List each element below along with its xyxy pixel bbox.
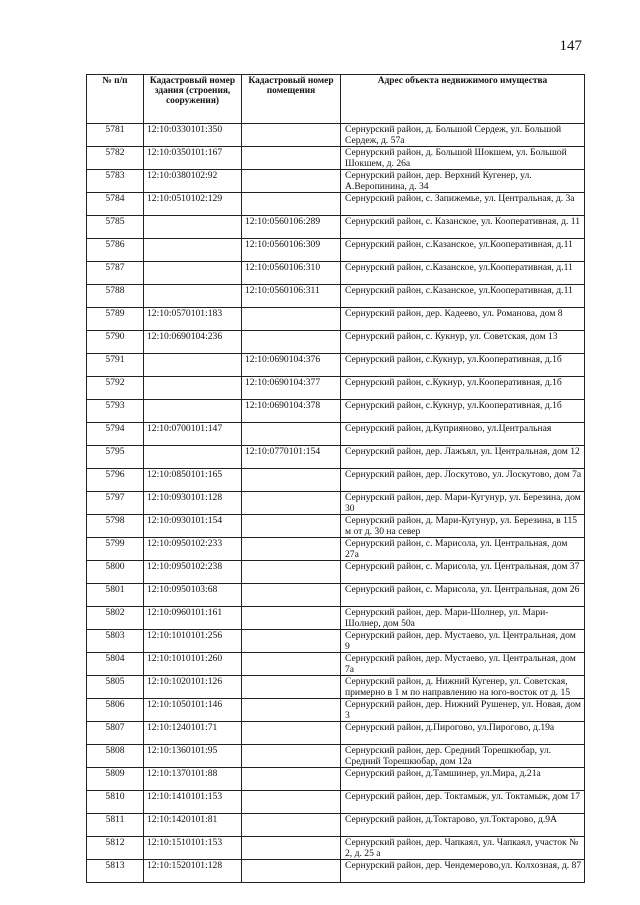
cell-address: Сернурский район, с. Запижемье, ул. Центральная, д. 3а xyxy=(341,193,585,216)
table-row xyxy=(87,193,585,216)
cell-num: 5806 xyxy=(87,699,144,722)
table-header-row xyxy=(87,75,585,124)
table-row xyxy=(87,837,585,860)
table-row xyxy=(87,423,585,446)
cell-building-cadastral: 12:10:1010101:260 xyxy=(144,653,242,676)
header-address: Адрес объекта недвижимого имущества xyxy=(341,75,585,124)
page-number: 147 xyxy=(559,38,582,54)
cell-address: Сернурский район, дер. Кадеево, ул. Романова, дом 8 xyxy=(341,308,585,331)
cell-address: Сернурский район, д.Куприяново, ул.Центральная xyxy=(341,423,585,446)
table-row xyxy=(87,722,585,745)
cell-address: Сернурский район, с. Кукнур, ул. Советская, дом 13 xyxy=(341,331,585,354)
cell-building-cadastral: 12:10:0950102:238 xyxy=(144,561,242,584)
table-row xyxy=(87,653,585,676)
cell-num: 5799 xyxy=(87,538,144,561)
table-body xyxy=(87,124,585,883)
cell-room-cadastral xyxy=(242,768,341,791)
cell-room-cadastral xyxy=(242,676,341,699)
cell-building-cadastral: 12:10:0330101:350 xyxy=(144,124,242,147)
cell-num: 5791 xyxy=(87,354,144,377)
table-row xyxy=(87,630,585,653)
cell-room-cadastral: 12:10:0560106:309 xyxy=(242,239,341,262)
cell-room-cadastral: 12:10:0560106:310 xyxy=(242,262,341,285)
cell-address: Сернурский район, дер. Мустаево, ул. Центральная, дом 9 xyxy=(341,630,585,653)
table-row xyxy=(87,285,585,308)
cell-address: Сернурский район, с. Марисола, ул. Центральная, дом 26 xyxy=(341,584,585,607)
cell-address: Сернурский район, дер. Лажъял, ул. Центральная, дом 12 xyxy=(341,446,585,469)
cell-building-cadastral: 12:10:1410101:153 xyxy=(144,791,242,814)
cell-room-cadastral xyxy=(242,469,341,492)
cell-room-cadastral xyxy=(242,630,341,653)
cell-num: 5812 xyxy=(87,837,144,860)
table-row xyxy=(87,676,585,699)
cell-building-cadastral xyxy=(144,446,242,469)
cell-num: 5785 xyxy=(87,216,144,239)
table-row xyxy=(87,814,585,837)
cell-address: Сернурский район, с.Казанское, ул.Кооперативная, д.11 xyxy=(341,239,585,262)
cell-room-cadastral xyxy=(242,837,341,860)
header-building-cadastral: Кадастровый номер здания (строения, сооружения) xyxy=(144,75,242,124)
cell-num: 5805 xyxy=(87,676,144,699)
cell-address: Сернурский район, дер. Лоскутово, ул. Лоскутово, дом 7а xyxy=(341,469,585,492)
cell-address: Сернурский район, с.Кукнур, ул.Кооперативная, д.1б xyxy=(341,400,585,423)
cell-address: Сернурский район, с. Марисола, ул. Центральная, дом 37 xyxy=(341,561,585,584)
cell-address: Сернурский район, дер. Токтамыж, ул. Токтамыж, дом 17 xyxy=(341,791,585,814)
cell-num: 5810 xyxy=(87,791,144,814)
table-row xyxy=(87,170,585,193)
cell-address: Сернурский район, д.Токтарово, ул.Токтарово, д.9А xyxy=(341,814,585,837)
cell-num: 5783 xyxy=(87,170,144,193)
cell-num: 5794 xyxy=(87,423,144,446)
cell-address: Сернурский район, дер. Нижний Рушенер, ул. Новая, дом 3 xyxy=(341,699,585,722)
cell-room-cadastral xyxy=(242,791,341,814)
cell-room-cadastral xyxy=(242,147,341,170)
cell-building-cadastral xyxy=(144,285,242,308)
cell-building-cadastral: 12:10:1050101:146 xyxy=(144,699,242,722)
cell-address: Сернурский район, дер. Верхний Кугенер, ул. А.Веропинина, д. 34 xyxy=(341,170,585,193)
cell-num: 5790 xyxy=(87,331,144,354)
cell-room-cadastral xyxy=(242,193,341,216)
cell-building-cadastral: 12:10:0960101:161 xyxy=(144,607,242,630)
cell-address: Сернурский район, д.Пирогово, ул.Пирогово, д.19а xyxy=(341,722,585,745)
cell-address: Сернурский район, д. Большой Шокшем, ул. Большой Шокшем, д. 26а xyxy=(341,147,585,170)
cell-room-cadastral: 12:10:0690104:378 xyxy=(242,400,341,423)
cell-room-cadastral xyxy=(242,584,341,607)
cell-address: Сернурский район, д. Большой Сердеж, ул. Большой Сердеж, д. 57а xyxy=(341,124,585,147)
cell-room-cadastral xyxy=(242,170,341,193)
cell-room-cadastral xyxy=(242,860,341,883)
cell-num: 5809 xyxy=(87,768,144,791)
cell-building-cadastral: 12:10:1360101:95 xyxy=(144,745,242,768)
cell-room-cadastral: 12:10:0770101:154 xyxy=(242,446,341,469)
cell-num: 5795 xyxy=(87,446,144,469)
cell-room-cadastral xyxy=(242,653,341,676)
cell-room-cadastral: 12:10:0690104:376 xyxy=(242,354,341,377)
cell-num: 5781 xyxy=(87,124,144,147)
cell-building-cadastral: 12:10:0950102:233 xyxy=(144,538,242,561)
table-row xyxy=(87,768,585,791)
cell-building-cadastral: 12:10:0690104:236 xyxy=(144,331,242,354)
table-row xyxy=(87,147,585,170)
cell-room-cadastral xyxy=(242,538,341,561)
table-row xyxy=(87,469,585,492)
cell-num: 5796 xyxy=(87,469,144,492)
cell-building-cadastral xyxy=(144,377,242,400)
cell-room-cadastral xyxy=(242,745,341,768)
cell-num: 5804 xyxy=(87,653,144,676)
cell-building-cadastral: 12:10:0700101:147 xyxy=(144,423,242,446)
cell-building-cadastral: 12:10:1010101:256 xyxy=(144,630,242,653)
cell-address: Сернурский район, с.Казанское, ул.Кооперативная, д.11 xyxy=(341,285,585,308)
cell-address: Сернурский район, с. Казанское, ул. Кооперативная, д. 11 xyxy=(341,216,585,239)
cell-address: Сернурский район, дер. Чендемерово,ул. Колхозная, д. 87 xyxy=(341,860,585,883)
table-row xyxy=(87,377,585,400)
cell-building-cadastral: 12:10:0930101:154 xyxy=(144,515,242,538)
cell-building-cadastral: 12:10:0510102:129 xyxy=(144,193,242,216)
cell-address: Сернурский район, с. Марисола, ул. Центральная, дом 27а xyxy=(341,538,585,561)
cell-room-cadastral xyxy=(242,722,341,745)
table-row xyxy=(87,584,585,607)
cell-num: 5784 xyxy=(87,193,144,216)
cell-building-cadastral: 12:10:0950103:68 xyxy=(144,584,242,607)
cell-room-cadastral xyxy=(242,699,341,722)
table-row xyxy=(87,607,585,630)
table-row xyxy=(87,354,585,377)
cell-num: 5802 xyxy=(87,607,144,630)
cell-address: Сернурский район, дер. Средний Торешкюбар, ул. Средний Торешкюбар, дом 12а xyxy=(341,745,585,768)
table-row xyxy=(87,446,585,469)
cell-building-cadastral: 12:10:1020101:126 xyxy=(144,676,242,699)
cell-building-cadastral xyxy=(144,262,242,285)
header-num: № п/п xyxy=(87,75,144,124)
table-row xyxy=(87,515,585,538)
table-row xyxy=(87,262,585,285)
cell-building-cadastral: 12:10:0350101:167 xyxy=(144,147,242,170)
cell-building-cadastral: 12:10:1370101:88 xyxy=(144,768,242,791)
table-row xyxy=(87,308,585,331)
cell-building-cadastral: 12:10:0930101:128 xyxy=(144,492,242,515)
cell-num: 5788 xyxy=(87,285,144,308)
table-row xyxy=(87,538,585,561)
cell-building-cadastral: 12:10:1510101:153 xyxy=(144,837,242,860)
cell-num: 5786 xyxy=(87,239,144,262)
cell-room-cadastral xyxy=(242,607,341,630)
cell-room-cadastral xyxy=(242,308,341,331)
cell-address: Сернурский район, дер. Мари-Шолнер, ул. Мари-Шолнер, дом 50а xyxy=(341,607,585,630)
cell-building-cadastral xyxy=(144,216,242,239)
cell-room-cadastral xyxy=(242,331,341,354)
table-row xyxy=(87,124,585,147)
cell-num: 5813 xyxy=(87,860,144,883)
cell-num: 5807 xyxy=(87,722,144,745)
cell-room-cadastral: 12:10:0560106:311 xyxy=(242,285,341,308)
cell-address: Сернурский район, д.Тамшинер, ул.Мира, д.21а xyxy=(341,768,585,791)
table-row xyxy=(87,860,585,883)
cell-num: 5798 xyxy=(87,515,144,538)
cell-room-cadastral xyxy=(242,814,341,837)
cell-num: 5789 xyxy=(87,308,144,331)
cell-num: 5787 xyxy=(87,262,144,285)
cell-address: Сернурский район, с.Кукнур, ул.Кооперативная, д.1б xyxy=(341,354,585,377)
table-row xyxy=(87,745,585,768)
cell-building-cadastral: 12:10:0380102:92 xyxy=(144,170,242,193)
cell-building-cadastral xyxy=(144,239,242,262)
cell-room-cadastral xyxy=(242,561,341,584)
cell-address: Сернурский район, с.Кукнур, ул.Кооперативная, д.1б xyxy=(341,377,585,400)
cell-address: Сернурский район, дер. Чапкаял, ул. Чапкаял, участок № 2, д. 25 а xyxy=(341,837,585,860)
table-row xyxy=(87,216,585,239)
cell-num: 5801 xyxy=(87,584,144,607)
cell-num: 5808 xyxy=(87,745,144,768)
cell-room-cadastral xyxy=(242,423,341,446)
table-row xyxy=(87,699,585,722)
cell-room-cadastral: 12:10:0560106:289 xyxy=(242,216,341,239)
cell-address: Сернурский район, с.Казанское, ул.Кооперативная, д.11 xyxy=(341,262,585,285)
cell-num: 5811 xyxy=(87,814,144,837)
cell-building-cadastral: 12:10:0570101:183 xyxy=(144,308,242,331)
header-room-cadastral: Кадастровый номер помещения xyxy=(242,75,341,124)
cell-building-cadastral: 12:10:1520101:128 xyxy=(144,860,242,883)
table-row xyxy=(87,331,585,354)
cell-address: Сернурский район, д. Нижний Кугенер, ул. Советская, примерно в 1 м по направлению на юго-восток от д. 15 xyxy=(341,676,585,699)
cell-room-cadastral xyxy=(242,124,341,147)
property-table xyxy=(86,74,585,883)
cell-num: 5793 xyxy=(87,400,144,423)
cell-address: Сернурский район, дер. Мари-Кугунур, ул. Березина, дом 30 xyxy=(341,492,585,515)
cell-building-cadastral: 12:10:1240101:71 xyxy=(144,722,242,745)
cell-building-cadastral xyxy=(144,400,242,423)
table-row xyxy=(87,492,585,515)
cell-num: 5800 xyxy=(87,561,144,584)
table-row xyxy=(87,561,585,584)
cell-room-cadastral xyxy=(242,515,341,538)
cell-building-cadastral: 12:10:0850101:165 xyxy=(144,469,242,492)
table-row xyxy=(87,400,585,423)
cell-address: Сернурский район, д. Мари-Кугунур, ул. Березина, в 115 м от д. 30 на север xyxy=(341,515,585,538)
cell-building-cadastral xyxy=(144,354,242,377)
cell-num: 5792 xyxy=(87,377,144,400)
table-row xyxy=(87,239,585,262)
cell-address: Сернурский район, дер. Мустаево, ул. Центральная, дом 7а xyxy=(341,653,585,676)
cell-num: 5803 xyxy=(87,630,144,653)
cell-num: 5797 xyxy=(87,492,144,515)
cell-num: 5782 xyxy=(87,147,144,170)
cell-room-cadastral xyxy=(242,492,341,515)
cell-building-cadastral: 12:10:1420101:81 xyxy=(144,814,242,837)
cell-room-cadastral: 12:10:0690104:377 xyxy=(242,377,341,400)
table-row xyxy=(87,791,585,814)
